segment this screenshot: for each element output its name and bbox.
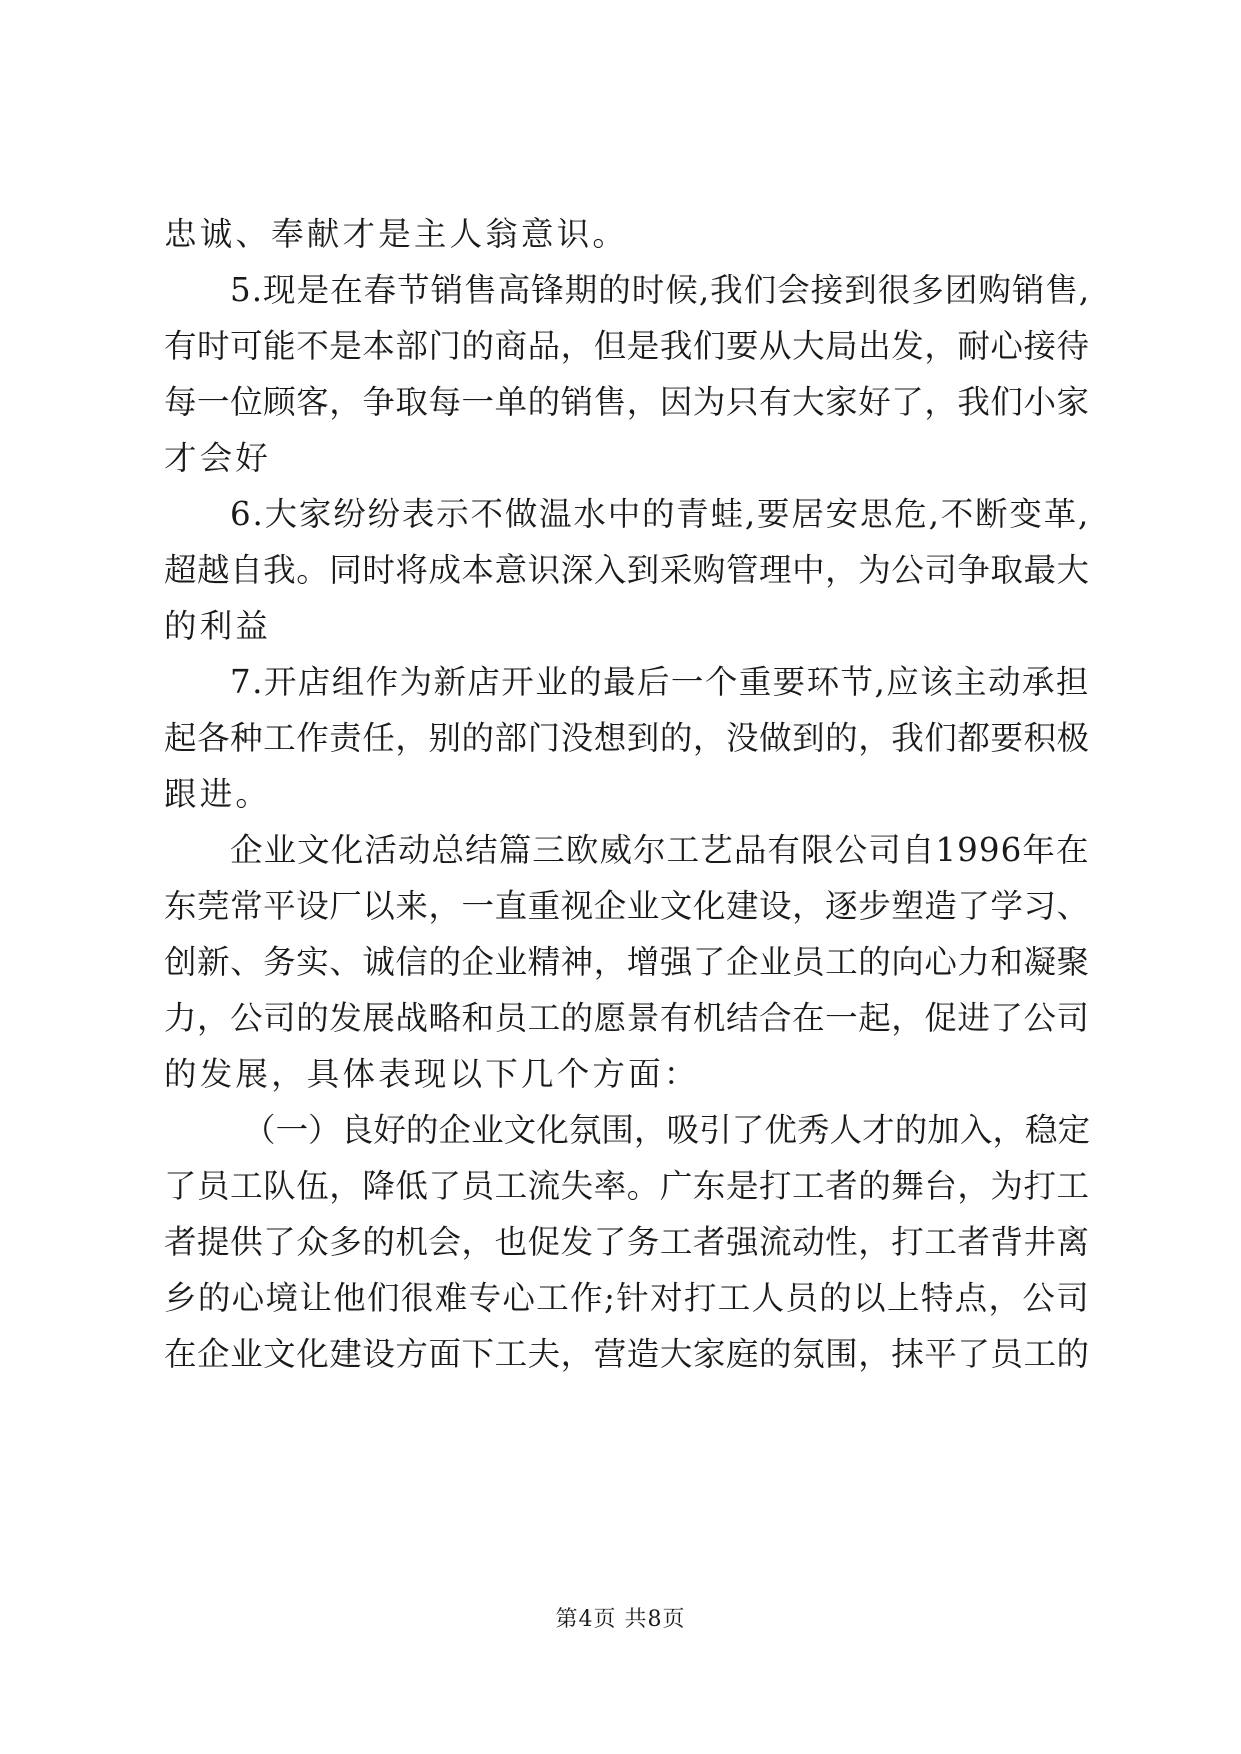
text-line: 了员工队伍，降低了员工流失率。广东是打工者的舞台，为打工 — [164, 1167, 1090, 1205]
text-line: 跟进。 — [164, 775, 272, 813]
text-line: 创新、务实、诚信的企业精神，增强了企业员工的向心力和凝聚 — [164, 943, 1090, 981]
text-line: 超越自我。同时将成本意识深入到采购管理中，为公司争取最大 — [164, 551, 1090, 589]
text-line: 忠诚、奉献才是主人翁意识。 — [164, 215, 629, 253]
text-line: 企业文化活动总结篇三欧威尔工艺品有限公司自1996年在 — [230, 831, 1090, 869]
text-line: 才会好 — [164, 439, 272, 477]
text-line: 7.开店组作为新店开业的最后一个重要环节,应该主动承担 — [230, 663, 1090, 701]
text-line: 起各种工作责任，别的部门没想到的，没做到的，我们都要积极 — [164, 719, 1090, 757]
text-line: 5.现是在春节销售高锋期的时候,我们会接到很多团购销售, — [230, 271, 1091, 309]
text-line: 者提供了众多的机会，也促发了务工者强流动性，打工者背井离 — [164, 1223, 1090, 1261]
text-line: 的利益 — [164, 607, 272, 645]
text-line: （一）良好的企业文化氛围，吸引了优秀人才的加入，稳定 — [243, 1111, 1091, 1149]
text-line: 乡的心境让他们很难专心工作;针对打工人员的以上特点，公司 — [164, 1279, 1091, 1317]
text-line: 的发展，具体表现以下几个方面： — [164, 1055, 700, 1093]
text-line: 每一位顾客，争取每一单的销售，因为只有大家好了，我们小家 — [164, 383, 1090, 421]
text-line: 在企业文化建设方面下工夫，营造大家庭的氛围，抹平了员工的 — [164, 1335, 1090, 1373]
page-number-footer: 第4页 共8页 — [555, 1607, 686, 1632]
text-line: 6.大家纷纷表示不做温水中的青蛙,要居安思危,不断变革, — [230, 495, 1091, 533]
text-line: 有时可能不是本部门的商品，但是我们要从大局出发，耐心接待 — [164, 327, 1090, 365]
text-line: 东莞常平设厂以来，一直重视企业文化建设，逐步塑造了学习、 — [164, 887, 1090, 925]
text-line: 力，公司的发展战略和员工的愿景有机结合在一起，促进了公司 — [164, 999, 1090, 1037]
